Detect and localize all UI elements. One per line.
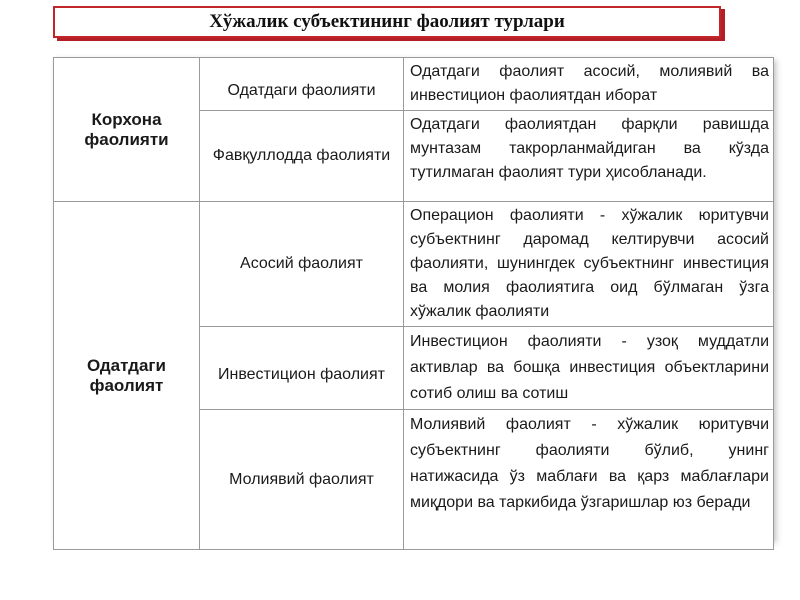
table-row (54, 202, 774, 327)
activity-type-cell: Одатдаги фаолияти (200, 58, 404, 111)
activity-type-cell: Асосий фаолият (200, 202, 404, 327)
table-row (54, 58, 774, 111)
activity-type-cell: Фавқуллодда фаолияти (200, 111, 404, 202)
slide-title-box (53, 6, 721, 38)
activity-description-cell: Молиявий фаолият - хўжалик юритувчи субъектнинг фаолияти бўлиб, унинг натижасида ўз маблағи ва қарз маблағлари миқдори ва таркибида ўзгаришлар юз беради (404, 410, 774, 550)
activity-description-cell: Одатдаги фаолият асосий, молиявий ва инвестицион фаолиятдан иборат (404, 58, 774, 111)
activity-type-cell: Молиявий фаолият (200, 410, 404, 550)
activity-description-cell: Операцион фаолияти - хўжалик юритувчи субъектнинг даромад келтирувчи асосий фаолияти, шунингдек субъектнинг инвестиция ва молия фаолиятига оид бўлмаган ўзга хўжалик фаолияти (404, 202, 774, 327)
activity-description-cell: Инвестицион фаолияти - узоқ муддатли активлар ва бошқа инвестиция объектларини сотиб олиш ва сотиш (404, 327, 774, 410)
group-label-enterprise: Корхона фаолияти (54, 58, 200, 202)
activity-types-table-wrapper (53, 57, 773, 540)
activity-description-cell: Одатдаги фаолиятдан фарқли равишда мунтазам такрорланмайдиган ва кўзда тутилмаган фаолият тури ҳисобланади. (404, 111, 774, 202)
activity-types-table (53, 57, 774, 550)
activity-type-cell: Инвестицион фаолият (200, 327, 404, 410)
group-label-ordinary: Одатдаги фаолият (54, 202, 200, 550)
slide-title: Хўжалик субъектининг фаолият турлари (209, 11, 565, 32)
